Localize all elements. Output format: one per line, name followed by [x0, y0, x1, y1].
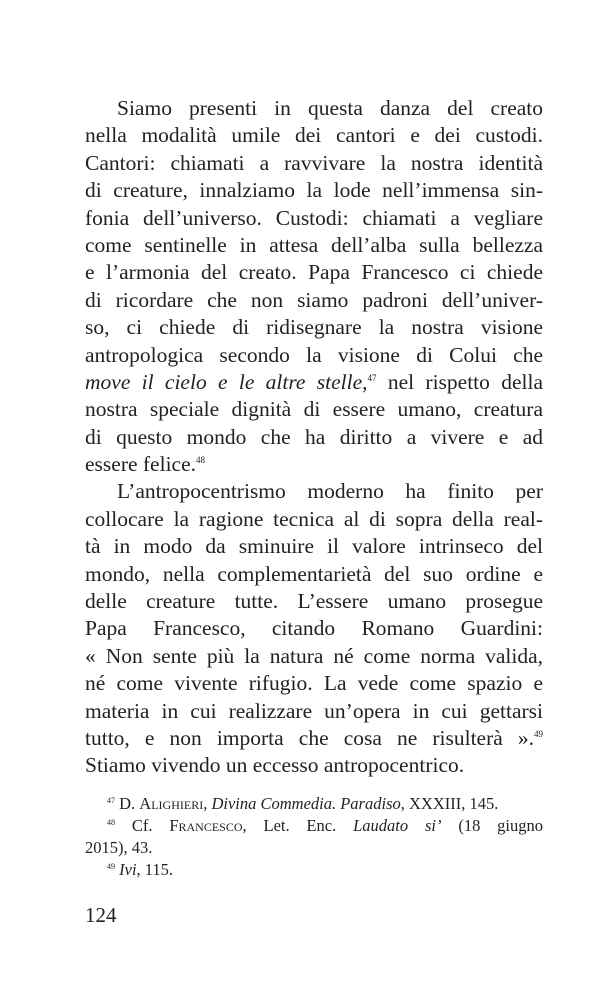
text-run: nella modalità umile dei cantori e dei custodi.: [85, 123, 543, 148]
text-line: [85, 259, 543, 286]
text-run: ,: [362, 369, 368, 394]
text-line: [85, 752, 543, 779]
text-line: [85, 177, 543, 204]
text-run: né come vivente rifugio. La vede come spazio e: [85, 671, 543, 696]
text-run: Alighieri: [139, 794, 204, 813]
text-line: [85, 533, 543, 560]
text-run: Laudato si’: [353, 816, 442, 835]
text-run: nostra speciale dignità di essere umano, creatura: [85, 397, 543, 422]
text-run: fonia dell’universo. Custodi: chiamati a vegliare: [85, 205, 543, 230]
text-line: [85, 314, 543, 341]
text-line: [85, 451, 543, 478]
text-run: e l’armonia del creato. Papa Francesco ci chiede: [85, 260, 543, 285]
text-run: Papa Francesco, citando Romano Guardini:: [85, 616, 543, 641]
footnote-ref: 48: [107, 818, 115, 827]
footnote-line: [85, 815, 543, 837]
text-run: Divina Commedia. Paradiso: [211, 794, 401, 813]
text-run: antropologica secondo la visione di Colui che: [85, 342, 543, 367]
text-line: [85, 287, 543, 314]
body-text: [85, 95, 543, 780]
text-line: [85, 698, 543, 725]
text-run: (18 giugno: [441, 816, 544, 835]
text-run: tà in modo da sminuire il valore intrinseco del: [85, 534, 543, 559]
footnote-ref: 47: [107, 796, 115, 805]
text-line: [85, 396, 543, 423]
text-run: Siamo presenti in questa danza del creato: [117, 96, 543, 120]
text-run: L’antropocentrismo moderno ha finito per: [117, 479, 543, 504]
text-line: [85, 588, 543, 615]
text-run: move il cielo e le altre stelle: [85, 369, 363, 394]
text-run: Cantori: chiamati a ravvivare la nostra identità: [85, 150, 543, 175]
text-line: [85, 478, 543, 505]
text-run: D.: [115, 794, 140, 813]
page-number: 124: [85, 903, 117, 927]
text-line: [85, 369, 543, 396]
text-run: materia in cui realizzare un’opera in cui gettarsi: [85, 698, 543, 723]
text-line: [85, 615, 543, 642]
footnote-ref: 49: [534, 728, 543, 739]
text-run: di questo mondo che ha diritto a vivere e ad: [85, 424, 543, 449]
footnote-line: [85, 859, 543, 881]
text-run: so, ci chiede di ridisegnare la nostra visione: [85, 315, 543, 340]
text-run: Stiamo vivendo un eccesso antropocentrico.: [85, 753, 465, 778]
footnotes: [85, 793, 543, 881]
text-line: [85, 150, 543, 177]
text-run: di ricordare che non siamo padroni dell’univer-: [85, 287, 543, 312]
text-line: [85, 232, 543, 259]
text-run: collocare la ragione tecnica al di sopra della real-: [85, 506, 543, 531]
text-line: [85, 205, 543, 232]
text-run: mondo, nella complementarietà del suo ordine e: [85, 561, 543, 586]
text-run: , Let. Enc.: [242, 816, 354, 835]
footnote-ref: 49: [107, 862, 115, 871]
text-run: nel rispetto della: [376, 369, 543, 394]
text-run: essere felice.: [85, 452, 197, 477]
text-line: [85, 342, 543, 369]
text-run: Ivi: [119, 860, 137, 879]
text-run: , XXXIII, 145.: [400, 794, 499, 813]
text-run: Cf.: [115, 816, 170, 835]
text-run: delle creature tutte. L’essere umano prosegue: [85, 589, 543, 614]
text-run: Francesco: [169, 816, 243, 835]
text-run: « Non sente più la natura né come norma valida,: [85, 643, 543, 668]
text-line: [85, 725, 543, 752]
text-line: [85, 424, 543, 451]
text-line: [85, 122, 543, 149]
text-line: [85, 670, 543, 697]
text-run: di creature, innalziamo la lode nell’immensa sin-: [85, 178, 543, 203]
text-run: ,: [203, 794, 212, 813]
footnote-line: [85, 837, 543, 859]
text-run: come sentinelle in attesa dell’alba sulla bellezza: [85, 232, 543, 257]
footnote-line: [85, 793, 543, 815]
text-run: 2015), 43.: [85, 838, 153, 857]
text-line: [85, 643, 543, 670]
footnote-ref: 47: [367, 372, 377, 383]
footnote-ref: 48: [196, 455, 206, 466]
text-line: [85, 506, 543, 533]
text-run: , 115.: [136, 860, 174, 879]
text-line: [85, 95, 543, 122]
text-line: [85, 561, 543, 588]
text-run: tutto, e non importa che cosa ne risulterà ».: [85, 725, 534, 750]
